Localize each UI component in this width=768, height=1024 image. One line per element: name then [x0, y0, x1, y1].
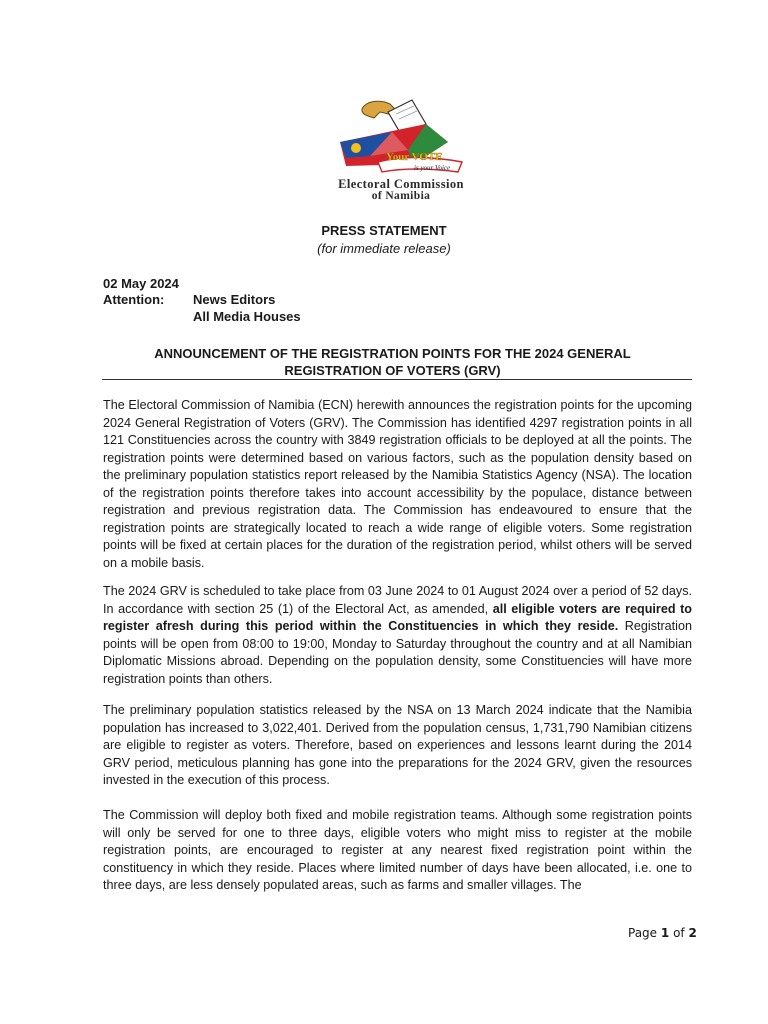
logo-ribbon-bottom: is your Voice	[414, 164, 451, 172]
page-word: Page	[628, 926, 658, 940]
paragraph-2-rest: Registration points will be open from 08:00 to 19:00, Monday to Saturday throughout the country and at all Namibian Diplomatic Missions abroad. Depending on the population density, some Constituencies will have more registration points than others.	[103, 619, 692, 686]
ballot-flag-emblem-icon	[330, 98, 472, 178]
page-number	[628, 926, 697, 940]
statement-date: 02 May 2024	[103, 276, 179, 291]
paragraph-3: The preliminary population statistics released by the NSA on 13 March 2024 indicate that the Namibia population has increased to 3,022,401. Derived from the population census, 1,731,790 Namibian citizens are eligible to register as voters. Therefore, based on experiences and lessons learnt during the 2014 GRV period, meticulous planning has gone into the preparations for the 2024 GRV, given the resources invested in the execution of this process.	[103, 703, 692, 787]
headline-divider	[102, 379, 692, 380]
page-total: 2	[688, 926, 697, 940]
attention-recipient-1: News Editors	[193, 292, 276, 307]
page-current: 1	[660, 926, 670, 940]
paragraph-2-intro: The 2024 GRV is scheduled to take place from 03 June 2024 to 01 August 2024 over a period of 52 days. In accordance with section 25 (1) of the Electoral Act, as amended,	[103, 584, 692, 616]
paragraph-2	[103, 583, 692, 688]
attention-label: Attention:	[103, 292, 165, 307]
press-title: PRESS STATEMENT	[321, 223, 447, 238]
attention-recipient-2: All Media Houses	[193, 309, 301, 324]
ecn-logo	[318, 98, 484, 202]
logo-ribbon-top: Your VOTE	[386, 151, 443, 163]
press-subtitle: (for immediate release)	[317, 241, 451, 256]
paragraph-1: The Electoral Commission of Namibia (ECN) herewith announces the registration points for the upcoming 2024 General Registration of Voters (GRV). The Commission has identified 4297 registration points in all 121 Constituencies across the country with 3849 registration officials to be deployed at all the points. The registration points were determined based on various factors, such as the population density based on the preliminary population statistics report released by the Namibia Statistics Agency (NSA). The location of the registration points therefore takes into account accessibility by the populace, distance between registration and previous registration data. The Commission has endeavoured to ensure that the registration points are strategically located to reach a wide range of eligible voters. Some registration points will be fixed at certain places for the duration of the registration period, whilst others will be served on a mobile basis.	[103, 398, 692, 570]
paragraph-4: The Commission will deploy both fixed and mobile registration teams. Although some registration points will only be served for one to three days, eligible voters who might miss to register at the mobile registration points, are encouraged to register at any nearest fixed registration point within the constituency in which they reside. Places where limited number of days have been allocated, i.e. one to three days, are less densely populated areas, such as farms and smaller villages. The	[103, 808, 692, 892]
logo-org-line2: of Namibia	[371, 190, 431, 202]
page-of: of	[673, 926, 685, 940]
paragraph-2-emphasis: all eligible voters are required to register afresh during this period within the Constituencies in which they reside.	[103, 601, 692, 633]
logo-org-line1: Electoral Commission	[338, 177, 464, 191]
statement-headline: ANNOUNCEMENT OF THE REGISTRATION POINTS FOR THE 2024 GENERAL REGISTRATION OF VOTERS (GRV)	[154, 346, 631, 378]
